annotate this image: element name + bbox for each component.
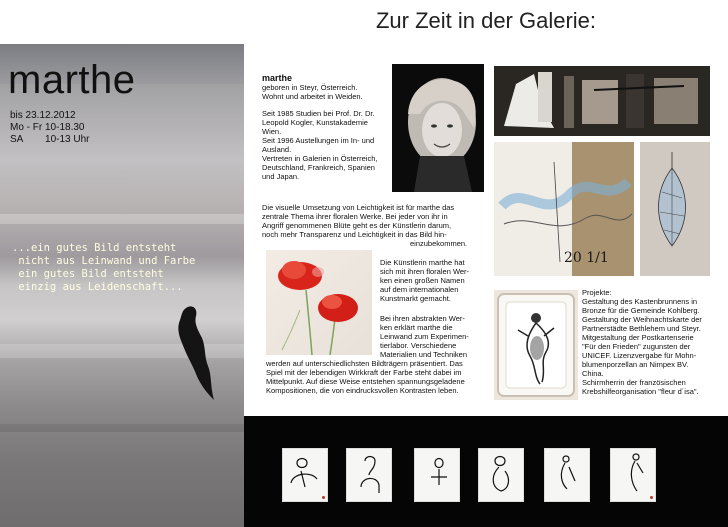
- floral-line: auf dem internationalen: [380, 285, 459, 294]
- abstract-paragraph: [266, 314, 496, 395]
- quote-line-2: nicht aus Leinwand und Farbe: [12, 255, 196, 267]
- sketch-strip: [244, 416, 728, 527]
- floral-line: sich mit ihren floralen Wer-: [380, 267, 470, 276]
- projects-line: Projekte:: [582, 288, 612, 297]
- intro-paragraph: [262, 203, 486, 248]
- intro-line: Angriff genommenen Blüte geht es der Künstlerin darum,: [262, 221, 452, 230]
- sketch-card: [478, 448, 524, 502]
- projects-line: blumenporzellan an Nimpex BV.: [582, 360, 689, 369]
- projects-line: Schirmherrin der französischen: [582, 378, 686, 387]
- projects-line: UNICEF. Lizenzvergabe für Mohn-: [582, 351, 697, 360]
- exhibition-poster: [0, 44, 244, 527]
- bio-line: Vertreten in Galerien in Österreich,: [262, 154, 378, 163]
- projects-line: Mitgestaltung der Postkartenserie: [582, 333, 694, 342]
- poster-quote: [12, 242, 195, 294]
- bio-line: Ausland.: [262, 145, 292, 154]
- abstract-artwork-middle: [494, 142, 634, 276]
- bio-line: Seit 1985 Studien bei Prof. Dr. Dr.: [262, 109, 375, 118]
- artist-bio: [262, 74, 392, 189]
- bio-line: Deutschland, Frankreich, Spanien: [262, 163, 375, 172]
- bird-silhouette: [168, 300, 218, 410]
- abstract-artwork-top: [494, 66, 710, 136]
- poster-artist-name: marthe: [8, 58, 136, 102]
- page-heading: Zur Zeit in der Galerie:: [375, 8, 597, 33]
- abstract-line: Kompositionen, die von eindrucksvollen Kontrasten leben.: [266, 386, 459, 395]
- intro-line: einzubekommen.: [410, 239, 468, 248]
- sold-dot: [650, 496, 653, 499]
- bio-line: Wien.: [262, 127, 282, 136]
- floral-paragraph: [380, 258, 490, 303]
- abstract-line: Materialien und Techniken: [380, 350, 468, 359]
- bio-line: Seit 1996 Austellungen im In- und: [262, 136, 375, 145]
- projects-list: [582, 288, 722, 396]
- dates-line-2: Mo - Fr 10-18.30: [10, 122, 85, 133]
- projects-line: Gestaltung der Weihnachtskarte der: [582, 315, 702, 324]
- abstract-line: Bei ihren abstrakten Wer-: [380, 314, 465, 323]
- intro-line: Die visuelle Umsetzung von Leichtigkeit ist für marthe das: [262, 203, 455, 212]
- abstract-line: tierlabor. Verschiedene: [380, 341, 457, 350]
- projects-line: China.: [582, 369, 604, 378]
- sketch-card: [610, 448, 656, 502]
- dates-line-3: SA 10-13 Uhr: [10, 134, 90, 145]
- artist-portrait: [392, 64, 484, 192]
- abstract-line: ken erklärt marthe die: [380, 323, 453, 332]
- intro-line: zentrale Thema ihrer floralen Werke. Bei jeder von ihr in: [262, 212, 448, 221]
- svg-text:20 1/1: 20 1/1: [564, 250, 609, 266]
- intro-line: noch mehr Transparenz und Leichtigkeit in das Bild hin-: [262, 230, 447, 239]
- sold-dot: [322, 496, 325, 499]
- floral-line: Kunstmarkt gemacht.: [380, 294, 451, 303]
- opening-hours: [10, 110, 89, 146]
- quote-line-4: einzig aus Leidenschaft...: [12, 281, 183, 293]
- quote-line-1: ...ein gutes Bild entsteht: [12, 242, 177, 254]
- sketch-card: [544, 448, 590, 502]
- projects-line: Partnerstädte Bethlehem und Steyr.: [582, 324, 701, 333]
- projects-line: Gestaltung des Kastenbrunnens in: [582, 297, 698, 306]
- projects-line: Krebshilfeorganisation "fleur d´isa".: [582, 387, 699, 396]
- sketch-card: [346, 448, 392, 502]
- sketch-card: [414, 448, 460, 502]
- bio-name: marthe: [262, 73, 293, 83]
- plate-artwork: [494, 290, 578, 400]
- floral-line: ken einen großen Namen: [380, 276, 465, 285]
- quote-line-3: ein gutes Bild entsteht: [12, 268, 164, 280]
- bio-line: Wohnt und arbeitet in Weiden.: [262, 92, 363, 101]
- bio-line: und Japan.: [262, 172, 300, 181]
- abstract-line: Spiel mit der lebendigen Wirkkraft der Farbe steht dabei im: [266, 368, 462, 377]
- abstract-line: Mittelpunkt. Auf diese Weise entstehen spannungsgeladene: [266, 377, 465, 386]
- abstract-artwork-right: [640, 142, 710, 276]
- bio-line: geboren in Steyr, Österreich.: [262, 83, 358, 92]
- floral-line: Die Künstlerin marthe hat: [380, 258, 465, 267]
- bio-line: Leopold Kogler, Kunstakademie: [262, 118, 368, 127]
- abstract-line: werden auf unterschiedlichsten Bildträgern präsentiert. Das: [266, 359, 463, 368]
- projects-line: "Für den Frieden" zugunsten der: [582, 342, 691, 351]
- dates-line-1: bis 23.12.2012: [10, 110, 76, 121]
- sketch-card: [282, 448, 328, 502]
- projects-line: Bronze für die Gemeinde Kohlberg.: [582, 306, 700, 315]
- abstract-line: Leinwand zum Experimen-: [380, 332, 469, 341]
